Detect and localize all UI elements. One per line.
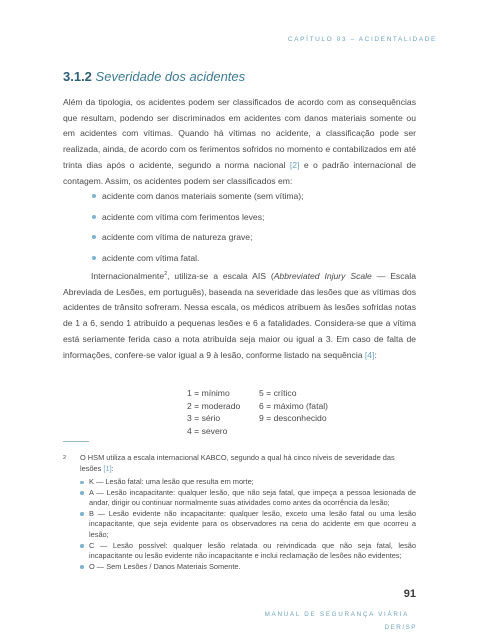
reference-link[interactable]: [2] <box>289 159 300 170</box>
section-heading <box>63 69 245 84</box>
page-number: 91 <box>403 588 416 600</box>
kabco-list <box>80 477 416 572</box>
bullet-icon <box>80 544 84 548</box>
reference-link[interactable]: [1] <box>103 463 112 473</box>
list-item: acidente com danos materiais somente (sem vítima); <box>92 186 304 207</box>
footnote <box>63 453 416 474</box>
ais-paragraph: Internacionalmente$^2$, utiliza-se a escala AIS (Abbreviated Injury Scale — Escala Abreviada de Lesões, em português), baseada na severidade das lesões que as vítimas dos acidentes de trânsito sofreram. Nessa escala, os médicos atribuem às lesões sofridas notas de 1 a 6, sendo 1 atribuído a pequenas lesões e 6 a fatalidades. Considera-se que a vítima está seriamente ferida caso a nota atribuída seja maior ou igual a 3. Em caso de falta de informações, confere-se valor igual a 9 à lesão, conforme listado na sequência [4]: <box>63 271 416 360</box>
bullet-icon <box>92 194 96 198</box>
list-item: C — Lesão possível: qualquer lesão relatada ou reivindicada que não seja fatal, lesão incapacitante ou lesão evidente não incapacitante e inclui reclamação de lesões não evidentes; <box>80 541 416 562</box>
bullet-icon <box>80 491 84 495</box>
bullet-icon <box>80 512 84 516</box>
list-item: A — Lesão incapacitante: qualquer lesão, que não seja fatal, que impeça a pessoa lesionada de andar, dirigir ou continuar normalmente suas atividades como antes da ocorrência da lesão; <box>80 488 416 509</box>
accident-categories-list <box>92 186 304 268</box>
bullet-icon <box>92 235 96 239</box>
table-row: 2 = moderado 6 = máximo (fatal) <box>187 400 329 411</box>
ais-scale-table <box>187 387 328 438</box>
section-number: 3.1.2 <box>63 69 92 84</box>
intro-text-end: e o padrão internacional de contagem. Assim, os acidentes podem ser classificados em: <box>63 159 417 186</box>
chapter-header: CAPÍTULO 03 – ACIDENTALIDADE <box>287 36 437 43</box>
table-row: 1 = mínimo 5 = crítico <box>187 388 297 398</box>
list-item: acidente com vítima fatal. <box>92 248 304 269</box>
footnote-marker[interactable]: 2 <box>164 271 168 278</box>
intro-paragraph <box>63 95 416 189</box>
list-item: K — Lesão fatal: uma lesão que resulta em morte; <box>80 477 416 488</box>
list-item: acidente com vítima de natureza grave; <box>92 227 304 248</box>
table-row: 4 = severo <box>187 426 228 437</box>
bullet-icon <box>80 481 84 485</box>
footnote-divider <box>63 441 89 442</box>
footnote-text: O HSM utiliza a escala internacional KABCO, segundo a qual há cinco níveis de severidade das lesões [1]: <box>80 453 395 473</box>
section-title: Severidade dos acidentes <box>95 69 246 84</box>
ais-term: Abbreviated Injury Scale <box>273 271 372 281</box>
bullet-icon <box>92 256 96 260</box>
list-item: acidente com vítima com ferimentos leves; <box>92 207 304 228</box>
organization-name: DER/SP <box>384 624 417 631</box>
reference-link[interactable]: [4] <box>364 349 375 360</box>
manual-title: MANUAL DE SEGURANÇA VIÁRIA <box>264 611 409 618</box>
bullet-icon <box>92 215 96 219</box>
list-item: O — Sem Lesões / Danos Materiais Somente. <box>80 562 416 573</box>
bullet-icon <box>80 565 84 569</box>
intro-text: Além da tipologia, os acidentes podem ser classificados de acordo com as consequências que resultam, podendo ser discriminados em acidentes com danos materiais somente ou em acidentes com vítimas. Quando há vítimas no acidente, a classificação pode ser realizada, ainda, de acordo com os ferimentos sofridos no momento e contabilizados em até trinta dias após o acidente, segundo a norma nacional <box>63 97 416 170</box>
footnote-number: 2 <box>63 455 67 461</box>
list-item: B — Lesão evidente não incapacitante: qualquer lesão, exceto uma lesão fatal ou uma lesão incapacitante, que seja evidente para os observadores na cena do acidente em que ocorreu a lesão; <box>80 509 416 541</box>
table-row: 3 = sério 9 = desconhecido <box>187 413 327 424</box>
